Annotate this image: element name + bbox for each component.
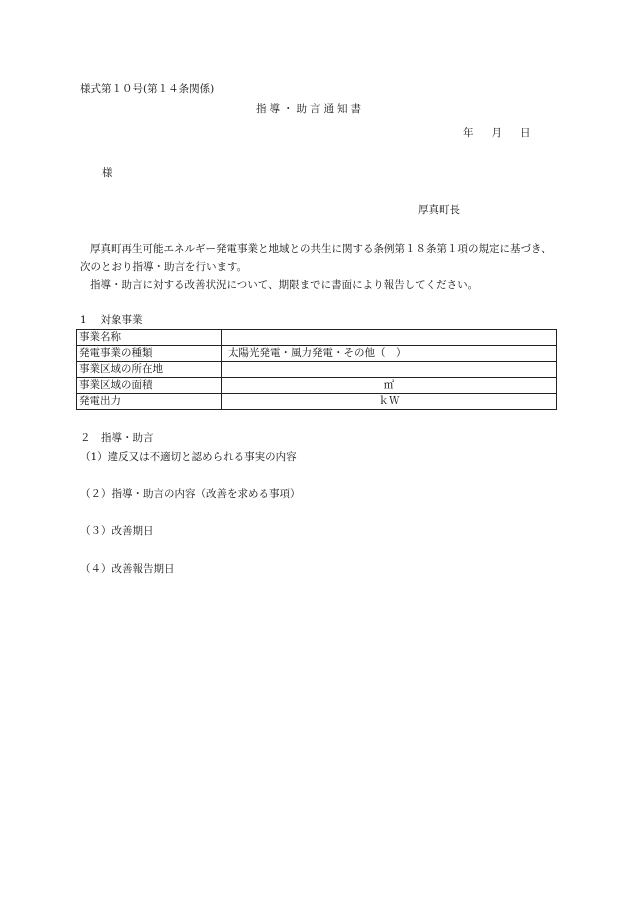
section-1-heading: 1 対象事業 xyxy=(80,314,143,326)
table-value: 太陽光発電・風力発電・その他（ ） xyxy=(222,346,557,362)
table-label: 事業名称 xyxy=(77,330,222,346)
date-year: 年 xyxy=(463,127,474,139)
table-row xyxy=(77,378,557,394)
document-title: 指導・助言通知書 xyxy=(256,103,364,115)
section-2-item: （３）改善期日 xyxy=(80,525,154,537)
table-label: 発電事業の種類 xyxy=(77,346,222,362)
table-row xyxy=(77,330,557,346)
body-paragraph-1: 厚真町再生可能エネルギー発電事業と地域との共生に関する条例第１８条第１項の規定に基づき、次のとおり指導・助言を行います。 xyxy=(80,243,552,273)
table-value: ㎡ xyxy=(222,378,557,394)
table-label: 事業区域の所在地 xyxy=(77,362,222,378)
form-number: 様式第１０号(第１４条関係) xyxy=(80,83,215,95)
section-2-item: （４）改善報告期日 xyxy=(80,563,175,575)
date-line xyxy=(463,128,531,139)
table-row xyxy=(77,394,557,410)
recipient-suffix: 様 xyxy=(102,167,113,179)
table-value xyxy=(222,362,557,378)
table-label: 発電出力 xyxy=(77,394,222,410)
section-2-item: （1）違反又は不適切と認められる事実の内容 xyxy=(80,451,297,463)
table-value: ｋＷ xyxy=(222,394,557,410)
table-row xyxy=(77,362,557,378)
body-paragraph-2: 指導・助言に対する改善状況について、期限までに書面により報告してください。 xyxy=(90,279,479,291)
section-2-heading: ２ 指導・助言 xyxy=(80,432,154,444)
issuer: 厚真町長 xyxy=(418,204,460,216)
table-row xyxy=(77,346,557,362)
table-label: 事業区域の面積 xyxy=(77,378,222,394)
target-project-table xyxy=(76,329,557,410)
date-day: 日 xyxy=(520,127,531,139)
date-month: 月 xyxy=(491,127,502,139)
section-2-item: （２）指導・助言の内容（改善を求める事項） xyxy=(80,488,301,500)
table-value xyxy=(222,330,557,346)
